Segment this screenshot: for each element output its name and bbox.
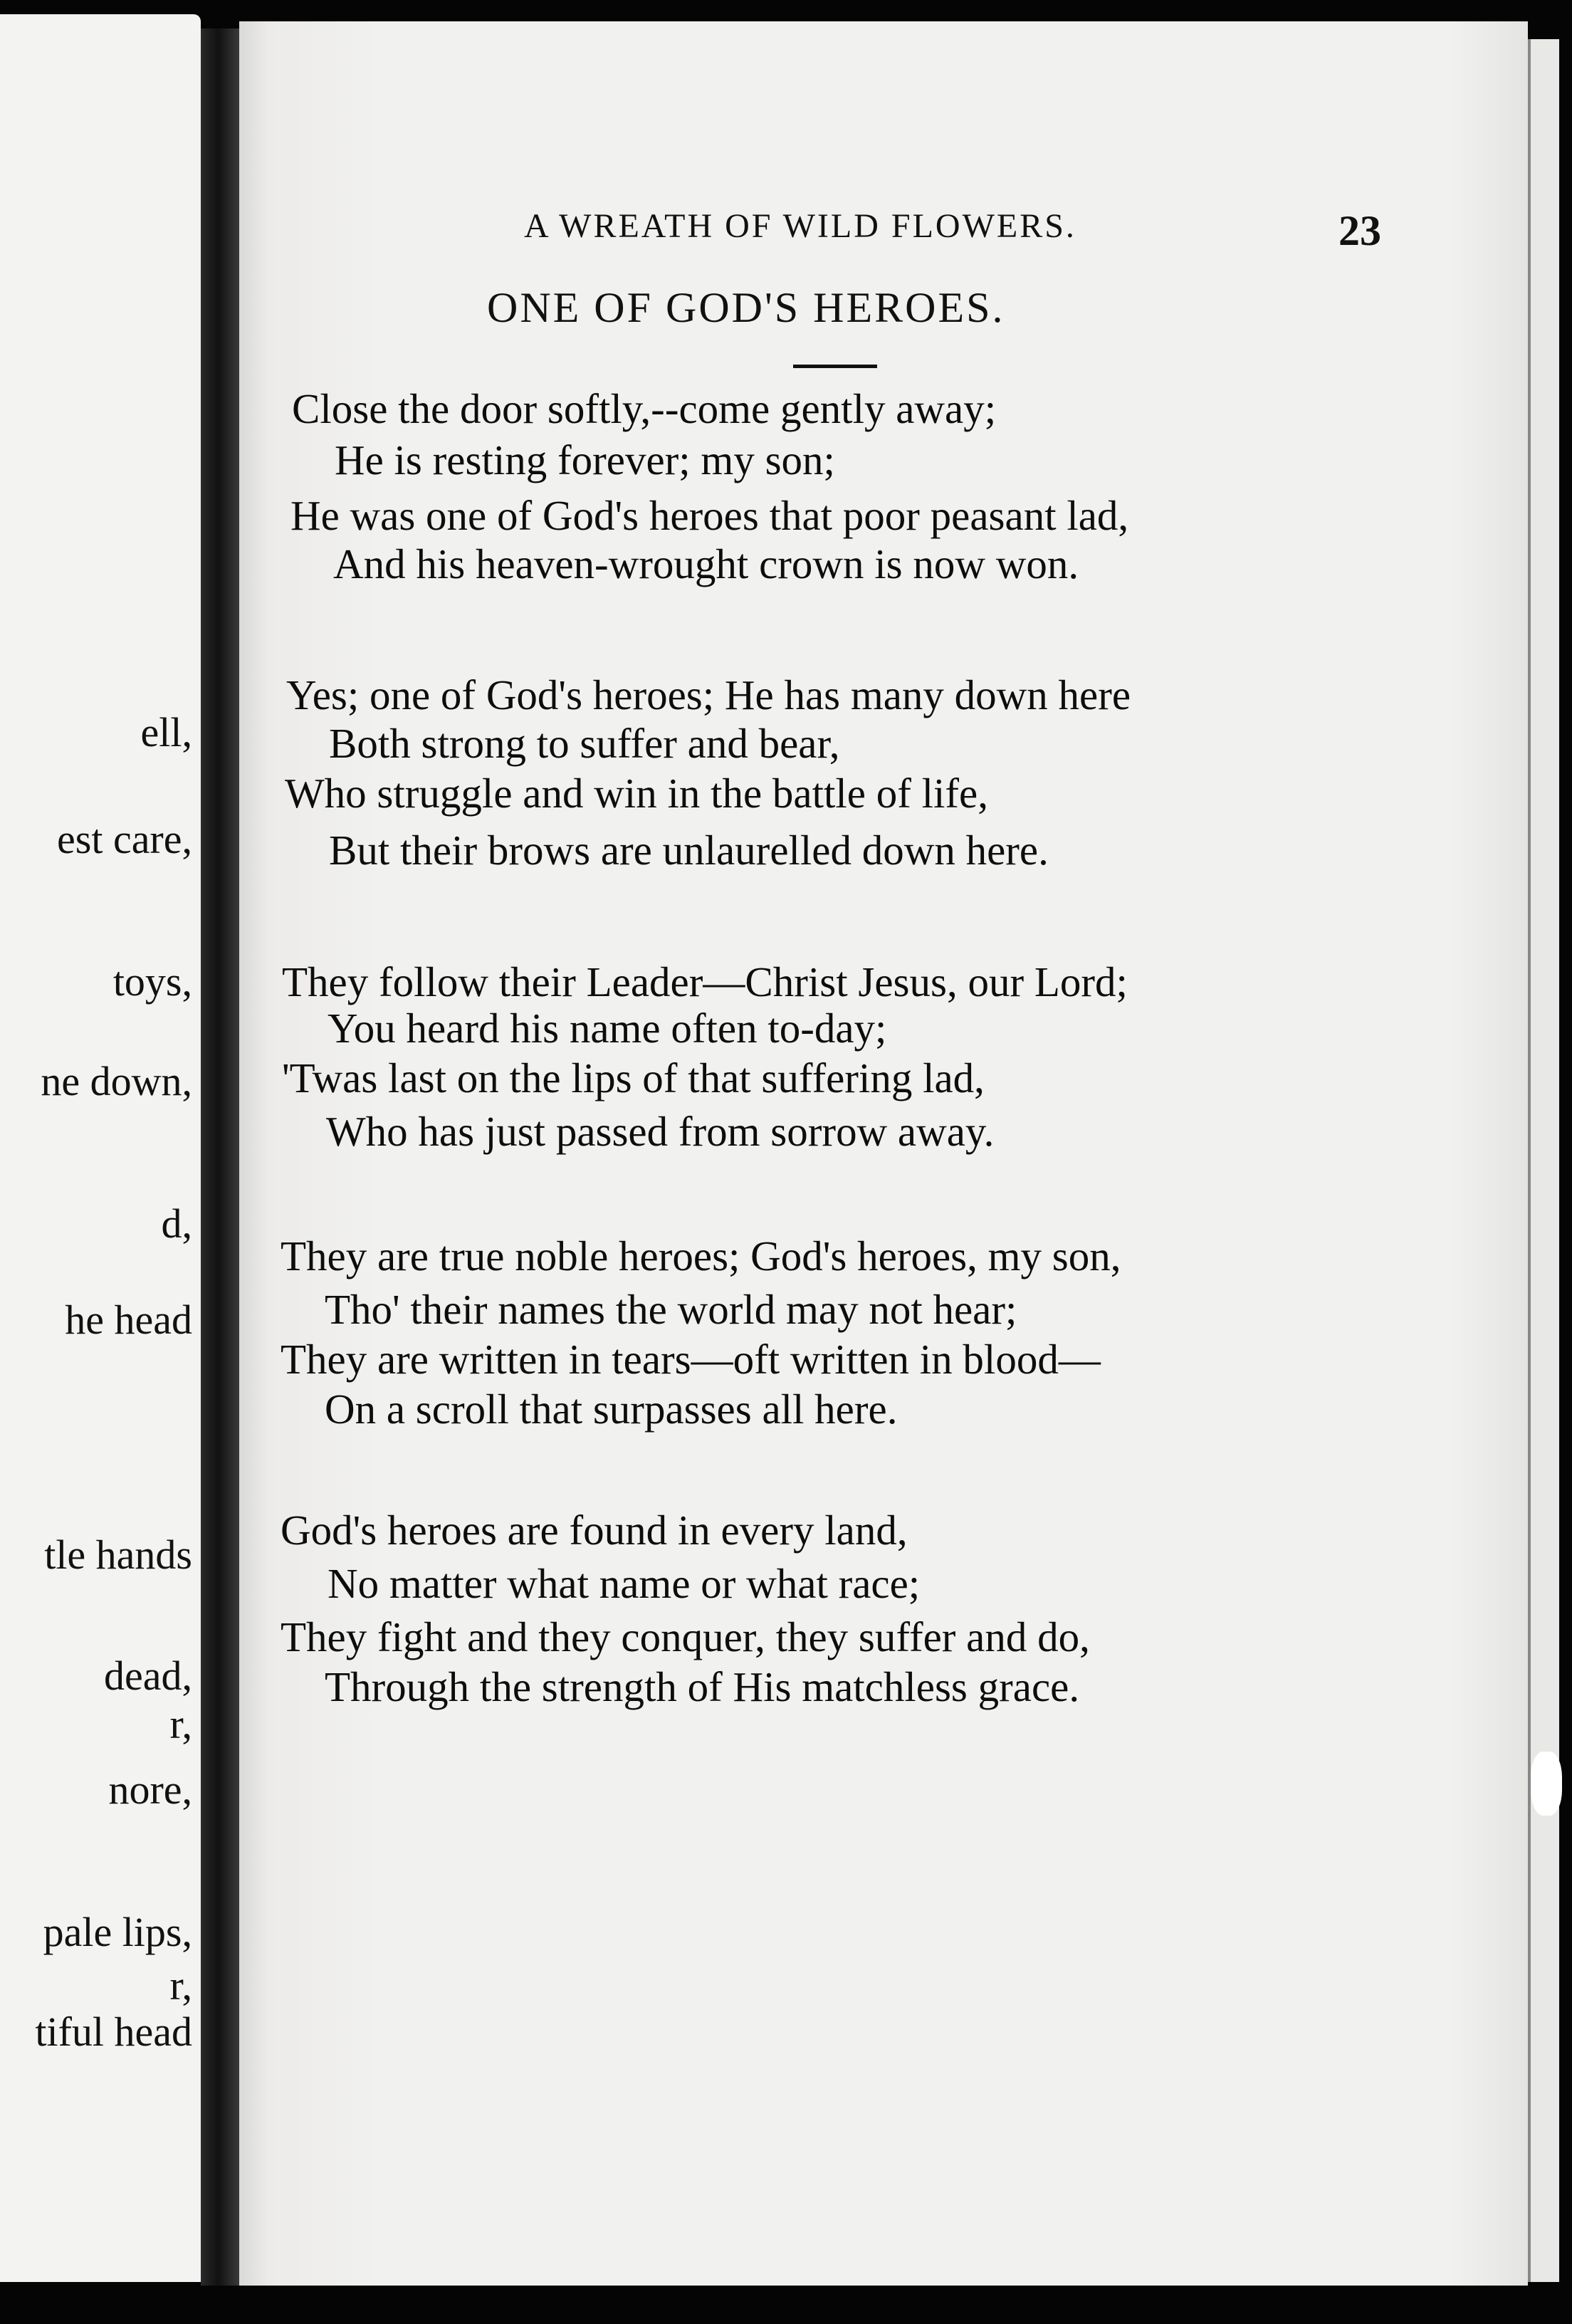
title-rule <box>793 365 877 368</box>
poem-line: Through the strength of His matchless grace. <box>325 1663 1080 1710</box>
page-edge-spot <box>1531 1752 1562 1816</box>
poem-line: Who has just passed from sorrow away. <box>326 1108 995 1155</box>
left-page-fragment: tle hands <box>44 1532 192 1578</box>
poem-line: They are true noble heroes; God's heroes, my son, <box>281 1232 1121 1279</box>
left-page-fragment: toys, <box>112 958 192 1005</box>
poem-line: God's heroes are found in every land, <box>281 1507 908 1554</box>
poem-title: ONE OF GOD'S HEROES. <box>487 284 1005 331</box>
poem-line: Who struggle and win in the battle of life, <box>285 770 988 817</box>
poem-line: Yes; one of God's heroes; He has many down here <box>286 671 1131 718</box>
poem-line: They fight and they conquer, they suffer and do, <box>281 1613 1090 1660</box>
poem-line: They are written in tears—oft written in blood— <box>281 1336 1101 1383</box>
poem-line: They follow their Leader—Christ Jesus, our Lord; <box>282 958 1128 1005</box>
poem-line: You heard his name often to-day; <box>328 1005 887 1052</box>
left-page-fragment: dead, <box>104 1653 192 1699</box>
left-page <box>0 14 201 2282</box>
poem-line: Both strong to suffer and bear, <box>329 720 840 767</box>
left-page-fragment: d, <box>161 1200 192 1247</box>
left-page-fragment: r, <box>169 1701 192 1747</box>
left-page-fragment: ne down, <box>41 1058 192 1104</box>
poem-line: No matter what name or what race; <box>328 1560 921 1607</box>
poem-line: He was one of God's heroes that poor peasant lad, <box>290 492 1129 539</box>
poem-line: Close the door softly,--come gently away; <box>292 385 997 432</box>
poem-line: And his heaven-wrought crown is now won. <box>333 540 1079 587</box>
poem-line: But their brows are unlaurelled down here. <box>329 827 1049 874</box>
left-page-fragment: nore, <box>108 1766 192 1813</box>
left-page-fragment: he head <box>65 1297 192 1343</box>
left-page-fragment: tiful head <box>35 2009 192 2055</box>
left-page-fragment: r, <box>169 1962 192 2009</box>
page-number: 23 <box>1338 207 1381 254</box>
left-page-fragment: est care, <box>57 816 192 862</box>
left-page-fragment: pale lips, <box>43 1909 192 1955</box>
poem-line: On a scroll that surpasses all here. <box>325 1386 898 1433</box>
poem-line: He is resting forever; my son; <box>335 436 835 483</box>
book-gutter <box>201 28 239 2286</box>
poem-line: 'Twas last on the lips of that suffering lad, <box>282 1054 985 1101</box>
left-page-fragment: ell, <box>140 709 192 755</box>
poem-line: Tho' their names the world may not hear; <box>325 1286 1017 1333</box>
running-head: A WREATH OF WILD FLOWERS. <box>524 207 1076 245</box>
page-edge <box>1528 39 1559 2282</box>
